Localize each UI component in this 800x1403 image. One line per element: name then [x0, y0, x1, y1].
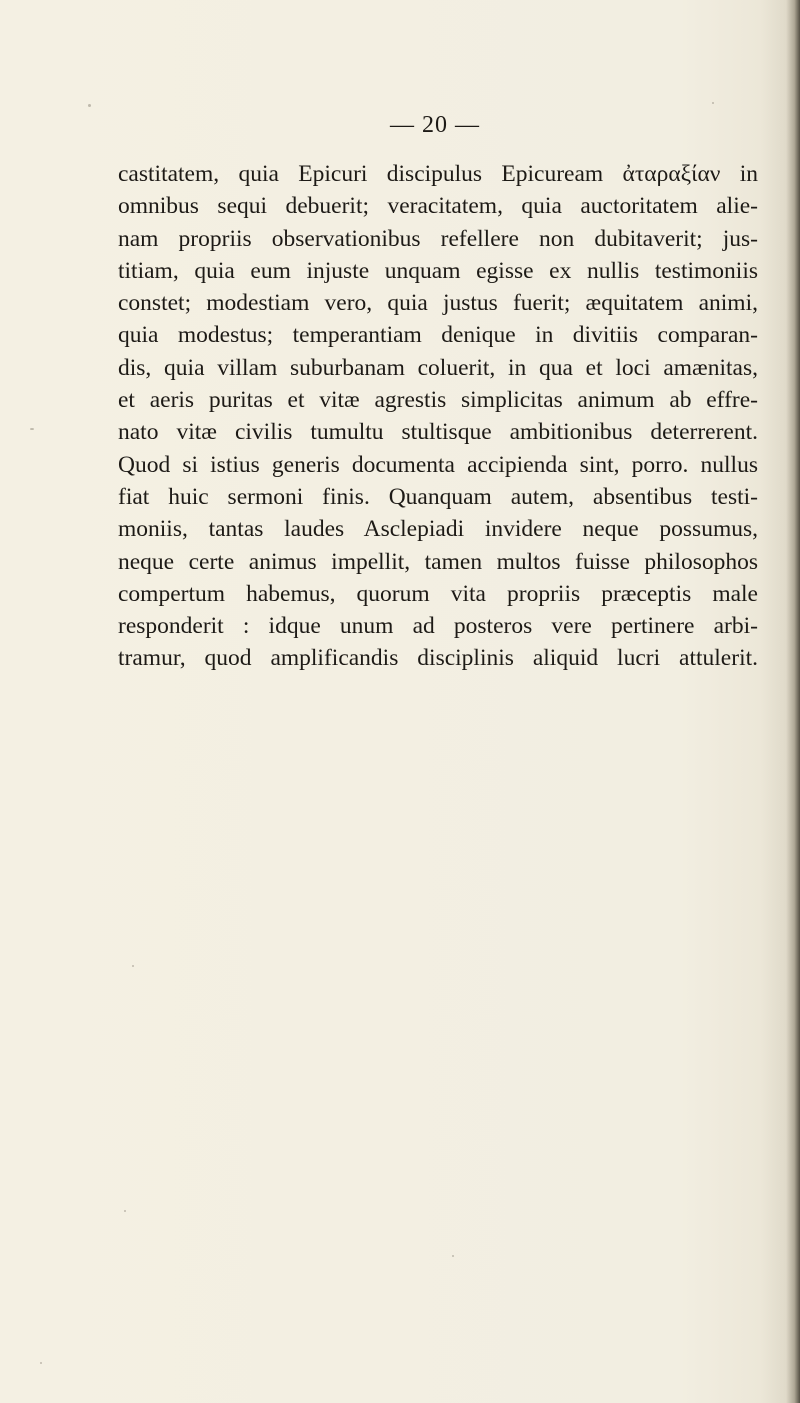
text-line: et aeris puritas et vitæ agrestis simplicitas animum ab effre- — [118, 387, 758, 414]
text-line: compertum habemus, quorum vita propriis præceptis male — [118, 580, 758, 607]
text-line: moniis, tantas laudes Asclepiadi invidere neque possumus, — [118, 516, 758, 543]
text-line: fiat huic sermoni finis. Quanquam autem, absentibus testi- — [118, 483, 758, 510]
text-line: dis, quia villam suburbanam coluerit, in qua et loci amænitas, — [118, 354, 758, 381]
text-line: neque certe animus impellit, tamen multos fuisse philosophos — [118, 548, 758, 575]
paper-speck — [712, 102, 714, 104]
paper-speck — [124, 1210, 126, 1212]
page-number: — 20 — — [390, 112, 480, 138]
paper-speck — [88, 104, 91, 107]
text-line: nam propriis observationibus refellere non dubitaverit; jus- — [118, 225, 758, 252]
paper-speck — [30, 428, 34, 430]
text-line: titiam, quia eum injuste unquam egisse ex nullis testimoniis — [118, 257, 758, 284]
text-line: castitatem, quia Epicuri discipulus Epicuream ἀταραξίαν in — [118, 161, 758, 187]
text-line: Quod si istius generis documenta accipienda sint, porro. nullus — [118, 451, 758, 478]
text-line: responderit : idque unum ad posteros vere pertinere arbi- — [118, 613, 758, 640]
text-line: tramur, quod amplificandis disciplinis aliquid lucri attulerit. — [118, 645, 758, 672]
text-line: omnibus sequi debuerit; veracitatem, quia auctoritatem alie- — [118, 193, 758, 220]
text-line: constet; modestiam vero, quia justus fuerit; æquitatem animi, — [118, 290, 758, 317]
paper-speck — [40, 1362, 42, 1364]
paper-speck — [132, 965, 134, 967]
body-paragraph — [118, 158, 758, 675]
text-line: quia modestus; temperantiam denique in divitiis comparan- — [118, 322, 758, 349]
paper-speck — [452, 1255, 454, 1257]
text-line: nato vitæ civilis tumultu stultisque ambitionibus deterrerent. — [118, 419, 758, 446]
binding-edge — [786, 0, 800, 1403]
